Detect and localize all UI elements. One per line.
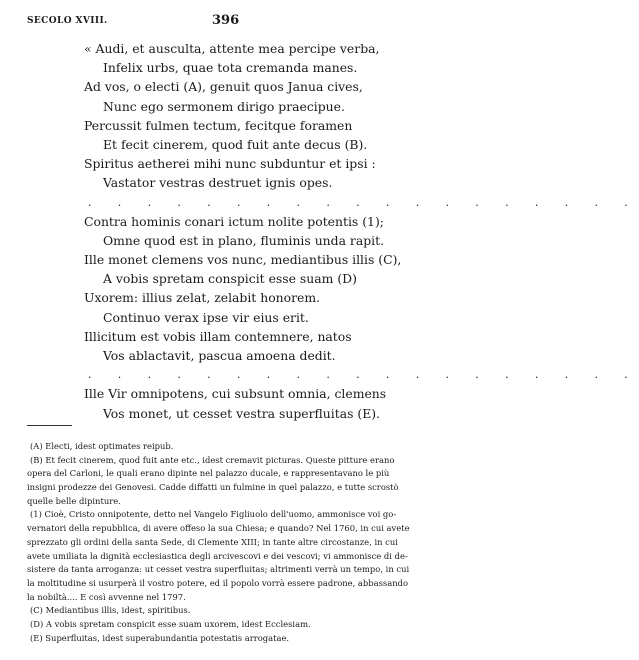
poem-line: Ille monet clemens vos nunc, mediantibus illis (C),	[84, 252, 402, 268]
ellipsis-line: . . . . . . . . . . . . . . . . . . .	[88, 195, 639, 209]
footnote-line: avete umiliata la dignità ecclesiastica degli arcivescovi e dei vescovi; vi ammonisce di de-	[27, 550, 408, 561]
poem-line: Omne quod est in plano, fluminis unda rapit.	[103, 232, 385, 248]
poem-line: Ille Vir omnipotens, cui subsunt omnia, clemens	[84, 386, 387, 402]
running-head: SECOLO XVIII.	[27, 16, 108, 26]
poem-line: Vos monet, ut cesset vestra superfluitas (E).	[103, 405, 381, 421]
footnote-line: (B) Et fecit cinerem, quod fuit ante etc., idest cremavit picturas. Queste pitture erano	[30, 454, 395, 465]
poem-line: Illicitum est vobis illam contemnere, natos	[84, 328, 352, 344]
footnote-e: (E) Superfluitas, idest superabundantia potestatis arrogatae.	[30, 632, 290, 643]
footnotes	[27, 440, 424, 645]
footnote-line: (1) Cioè, Cristo onnipotente, detto nel Vangelo Figliuolo dell'uomo, ammonisce voi go-	[30, 509, 397, 520]
poem-line: Vastator vestras destruet ignis opes.	[103, 175, 333, 191]
footnote-line: opera del Carloni, le quali erano dipinte nel palazzo ducale, e rappresentavano le più	[27, 468, 390, 479]
footnote-line: sprezzato gli ordini della santa Sede, di Clemente XIII; in tante altre circostanze, in cui	[27, 536, 398, 547]
footnote-line: vernatori della repubblica, di avere offeso la sua Chiesa; e quando? Nel 1760, in cui avete	[27, 523, 410, 534]
footnote-b	[27, 454, 424, 509]
poem-line: A vobis spretam conspicit esse suam (D)	[103, 271, 357, 287]
poem-line: Nunc ego sermonem dirigo praecipue.	[103, 98, 345, 114]
footnote-line: sistere da tanta arroganza: ut cesset vestra superfluitas; altrimenti verrà un tempo, in cui	[27, 564, 410, 575]
poem-line: Percussit fulmen tectum, fecitque foramen	[84, 117, 353, 133]
footnote-rule	[27, 425, 72, 426]
ellipsis-line: . . . . . . . . . . . . . . . . . . .	[88, 368, 639, 382]
footnote-a: (A) Electi, idest optimates reipub.	[30, 441, 174, 451]
footnote-d: (D) A vobis spretam conspicit esse suam uxorem, idest Ecclesiam.	[30, 618, 311, 629]
poem-line: Ad vos, o electi (A), genuit quos Janua cives,	[84, 79, 363, 95]
poem-line: Uxorem: illius zelat, zelabit honorem.	[84, 290, 321, 306]
footnote-c: (C) Mediantibus illis, idest, spiritibus.	[30, 605, 191, 616]
poem-line: Infelix urbs, quae tota cremanda manes.	[103, 60, 358, 76]
footnote-line: quelle belle dipinture.	[27, 495, 121, 506]
poem-line: Vos ablactavit, pascua amoena dedit.	[103, 348, 336, 363]
poem-line: Spiritus aetherei mihi nunc subduntur et ipsi :	[84, 156, 376, 172]
poem-line: « Audi, et ausculta, attente mea percipe verba,	[84, 41, 380, 56]
poem	[84, 39, 639, 423]
footnote-line: la moltitudine si usurperà il vostro potere, ed il popolo vorrà essere padrone, abbassando	[27, 577, 409, 588]
poem-line: Contra hominis conari ictum nolite potentis (1);	[84, 213, 384, 229]
page-number: 396	[212, 13, 240, 28]
footnote-1	[27, 508, 424, 604]
footnote-line: insigni prodezze dei Genovesi. Cadde diffatti un fulmine in quel palazzo, e tutte scrostò	[27, 482, 399, 493]
poem-line: Et fecit cinerem, quod fuit ante decus (B).	[103, 136, 368, 152]
footnote-line: la nobiltà.... E così avvenne nel 1797.	[27, 591, 186, 602]
poem-line: Continuo verax ipse vir eius erit.	[103, 309, 309, 325]
